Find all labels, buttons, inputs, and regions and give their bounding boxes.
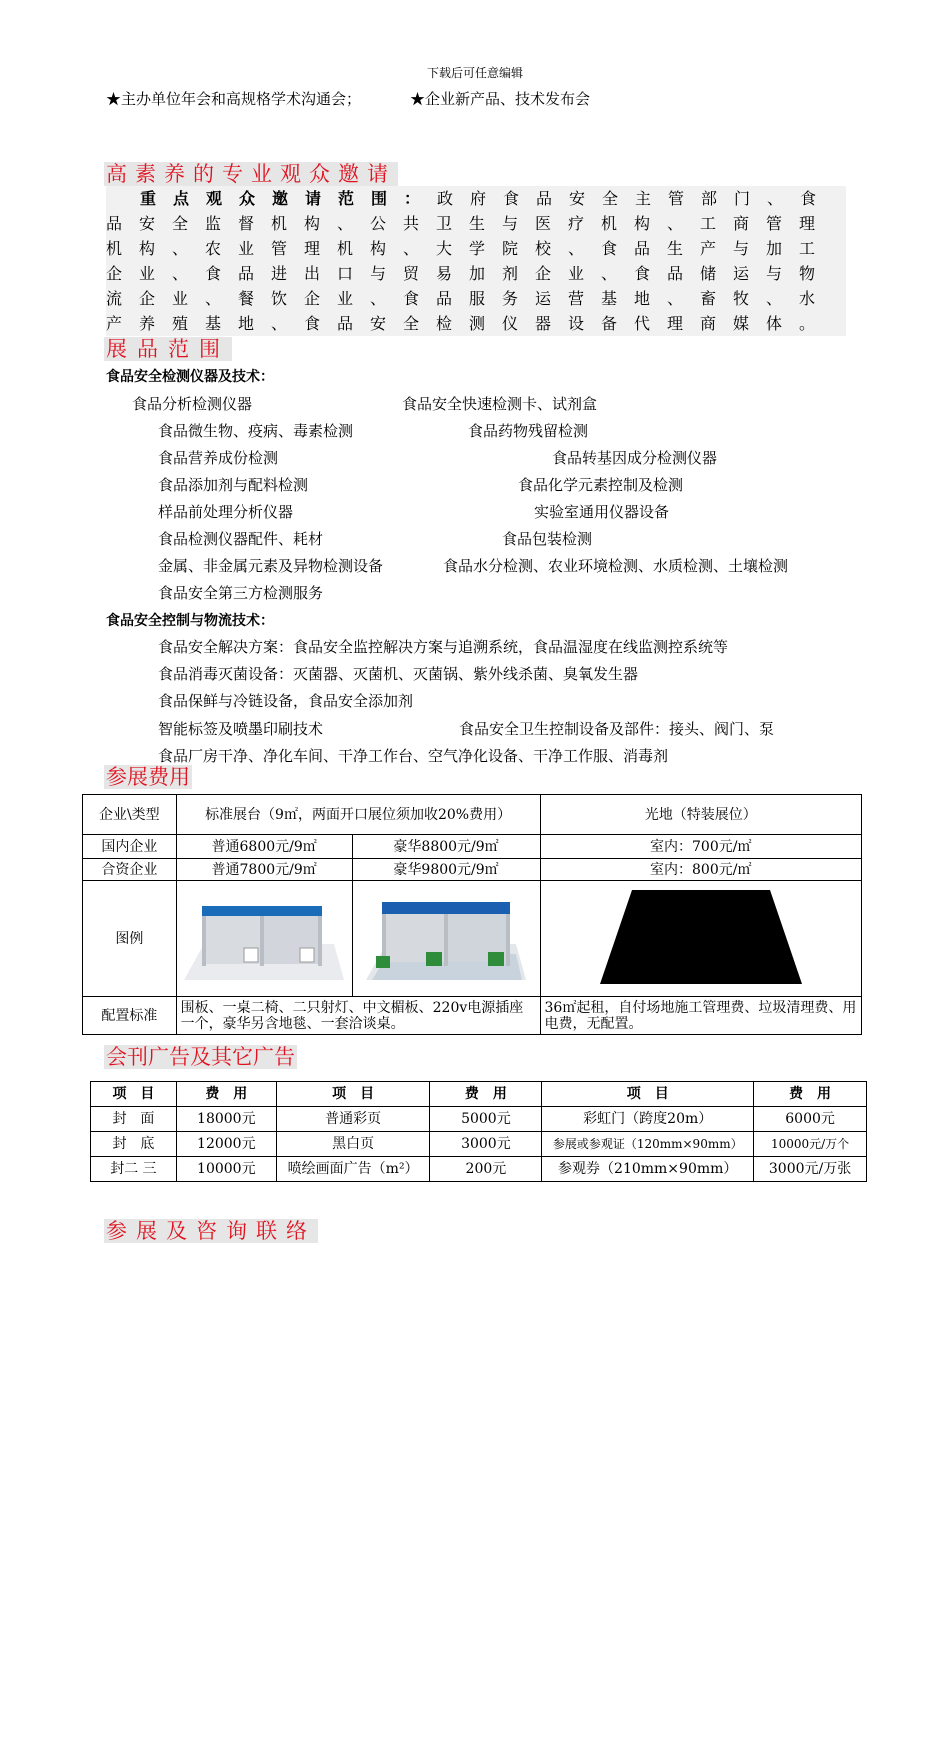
exhibit-item: 食品安全快速检测卡、试剂盒	[402, 395, 598, 413]
table-row	[91, 1132, 867, 1157]
table-row	[91, 1157, 867, 1182]
star-item: ★主办单位年会和高规格学术沟通会；	[106, 90, 362, 108]
category-testing: 食品安全检测仪器及技术：	[106, 369, 274, 385]
section-title-audience: 高素养的专业观众邀请	[106, 162, 396, 186]
standard-booth-image	[176, 881, 352, 997]
exhibit-item: 实验室通用仪器设备	[534, 503, 670, 521]
raw-space-illustration	[596, 888, 806, 986]
booth-illustration	[184, 884, 344, 990]
exhibit-item: 食品药物残留检测	[468, 422, 589, 440]
exhibit-item: 食品微生物、疫病、毒素检测	[158, 422, 354, 440]
table-header-cell: 项 目	[542, 1082, 754, 1107]
table-cell: 喷绘画面广告（m²）	[276, 1157, 430, 1182]
section-title-contact: 参展及咨询联络	[106, 1219, 316, 1243]
table-cell: 合资企业	[83, 859, 177, 881]
table-cell: 5000元	[430, 1107, 542, 1132]
table-cell: 普通6800元/9㎡	[176, 835, 352, 859]
exhibit-item: 智能标签及喷墨印刷技术	[158, 720, 324, 738]
table-cell: 200元	[430, 1157, 542, 1182]
table-cell: 6000元	[754, 1107, 867, 1132]
table-cell: 10000元/万个	[754, 1132, 867, 1157]
table-cell: 黑白页	[276, 1132, 430, 1157]
section-title-fees: 参展费用	[106, 765, 190, 789]
table-cell: 标准展台（9㎡，两面开口展位须加收20%费用）	[176, 795, 540, 835]
table-cell: 封二 三	[91, 1157, 177, 1182]
audience-paragraph	[106, 186, 846, 336]
exhibit-item: 食品安全解决方案：食品安全监控解决方案与追溯系统，食品温湿度在线监测控系统等	[158, 638, 729, 656]
table-row	[83, 859, 862, 881]
table-cell: 3000元/万张	[754, 1157, 867, 1182]
table-cell: 3000元	[430, 1132, 542, 1157]
table-row	[83, 795, 862, 835]
ads-table	[90, 1081, 867, 1182]
table-cell: 配置标准	[83, 997, 177, 1035]
table-cell: 围板、一桌二椅、二只射灯、中文楣板、220v电源插座一个，豪华另含地毯、一套洽谈桌。	[176, 997, 540, 1035]
table-row	[91, 1107, 867, 1132]
table-cell: 普通彩页	[276, 1107, 430, 1132]
page-header: 下载后可任意编辑	[426, 66, 523, 80]
table-row	[91, 1082, 867, 1107]
section-title-ads: 会刊广告及其它广告	[106, 1045, 295, 1069]
exhibit-item: 食品营养成份检测	[158, 449, 279, 467]
audience-body: 政府食品安全主管部门、食品安全监督机构、公共卫生与医疗机构、工商管理机构、农业管理机构、大学院校、食品生产与加工企业、食品进出口与贸易加剂企业、食品储运与物流企业、餐饮企业、食品服务运营基地、畜牧、水产养殖基地、食品安全检测仪器设备代理商媒体。	[106, 189, 834, 333]
exhibit-item: 食品分析检测仪器	[132, 395, 253, 413]
exhibit-item: 食品包装检测	[502, 530, 593, 548]
table-cell: 室内：700元/㎡	[540, 835, 862, 859]
booth-illustration	[366, 884, 526, 990]
table-cell: 豪华8800元/9㎡	[352, 835, 540, 859]
table-row	[83, 835, 862, 859]
table-header-cell: 项 目	[276, 1082, 430, 1107]
raw-space-label: 空地	[742, 1710, 803, 1746]
exhibit-item: 食品消毒灭菌设备：灭菌器、灭菌机、灭菌锅、紫外线杀菌、臭氧发生器	[158, 665, 639, 683]
table-cell: 豪华9800元/9㎡	[352, 859, 540, 881]
table-header-cell: 费 用	[176, 1082, 276, 1107]
table-cell: 图例	[83, 881, 177, 997]
exhibit-item: 食品厂房干净、净化车间、干净工作台、空气净化设备、干净工作服、消毒剂	[158, 747, 669, 765]
table-row	[83, 997, 862, 1035]
table-cell: 室内：800元/㎡	[540, 859, 862, 881]
luxury-booth-image	[352, 881, 540, 997]
table-cell: 国内企业	[83, 835, 177, 859]
table-cell: 参展或参观证（120mm×90mm）	[542, 1132, 754, 1157]
exhibit-item: 食品保鲜与冷链设备，食品安全添加剂	[158, 692, 414, 710]
section-title-exhibits: 展品范围	[106, 337, 230, 361]
exhibit-item: 金属、非金属元素及异物检测设备	[158, 557, 384, 575]
exhibit-item: 食品水分检测、农业环境检测、水质检测、土壤检测	[443, 557, 789, 575]
table-cell: 封 底	[91, 1132, 177, 1157]
table-row	[83, 881, 862, 997]
exhibit-item: 食品化学元素控制及检测	[518, 476, 684, 494]
table-header-cell: 费 用	[430, 1082, 542, 1107]
table-cell: 彩虹门（跨度20m）	[542, 1107, 754, 1132]
table-cell: 参观券（210mm×90mm）	[542, 1157, 754, 1182]
exhibit-item: 食品安全第三方检测服务	[158, 584, 324, 602]
table-cell: 封 面	[91, 1107, 177, 1132]
table-header-cell: 费 用	[754, 1082, 867, 1107]
table-cell: 36㎡起租，自付场地施工管理费、垃圾清理费、用电费，无配置。	[540, 997, 862, 1035]
exhibit-item: 食品添加剂与配料检测	[158, 476, 309, 494]
exhibit-item: 样品前处理分析仪器	[158, 503, 294, 521]
table-cell: 企业\类型	[83, 795, 177, 835]
audience-lead: 重点观众邀请范围：	[140, 189, 438, 208]
table-cell: 普通7800元/9㎡	[176, 859, 352, 881]
table-cell: 18000元	[176, 1107, 276, 1132]
table-header-cell: 项 目	[91, 1082, 177, 1107]
table-cell: 12000元	[176, 1132, 276, 1157]
exhibit-item: 食品转基因成分检测仪器	[552, 449, 718, 467]
category-control: 食品安全控制与物流技术：	[106, 613, 274, 629]
star-item: ★企业新产品、技术发布会	[410, 90, 591, 108]
exhibit-item: 食品安全卫生控制设备及部件：接头、阀门、泵	[459, 720, 775, 738]
table-cell: 10000元	[176, 1157, 276, 1182]
table-cell: 光地（特装展位）	[540, 795, 862, 835]
exhibit-item: 食品检测仪器配件、耗材	[158, 530, 324, 548]
